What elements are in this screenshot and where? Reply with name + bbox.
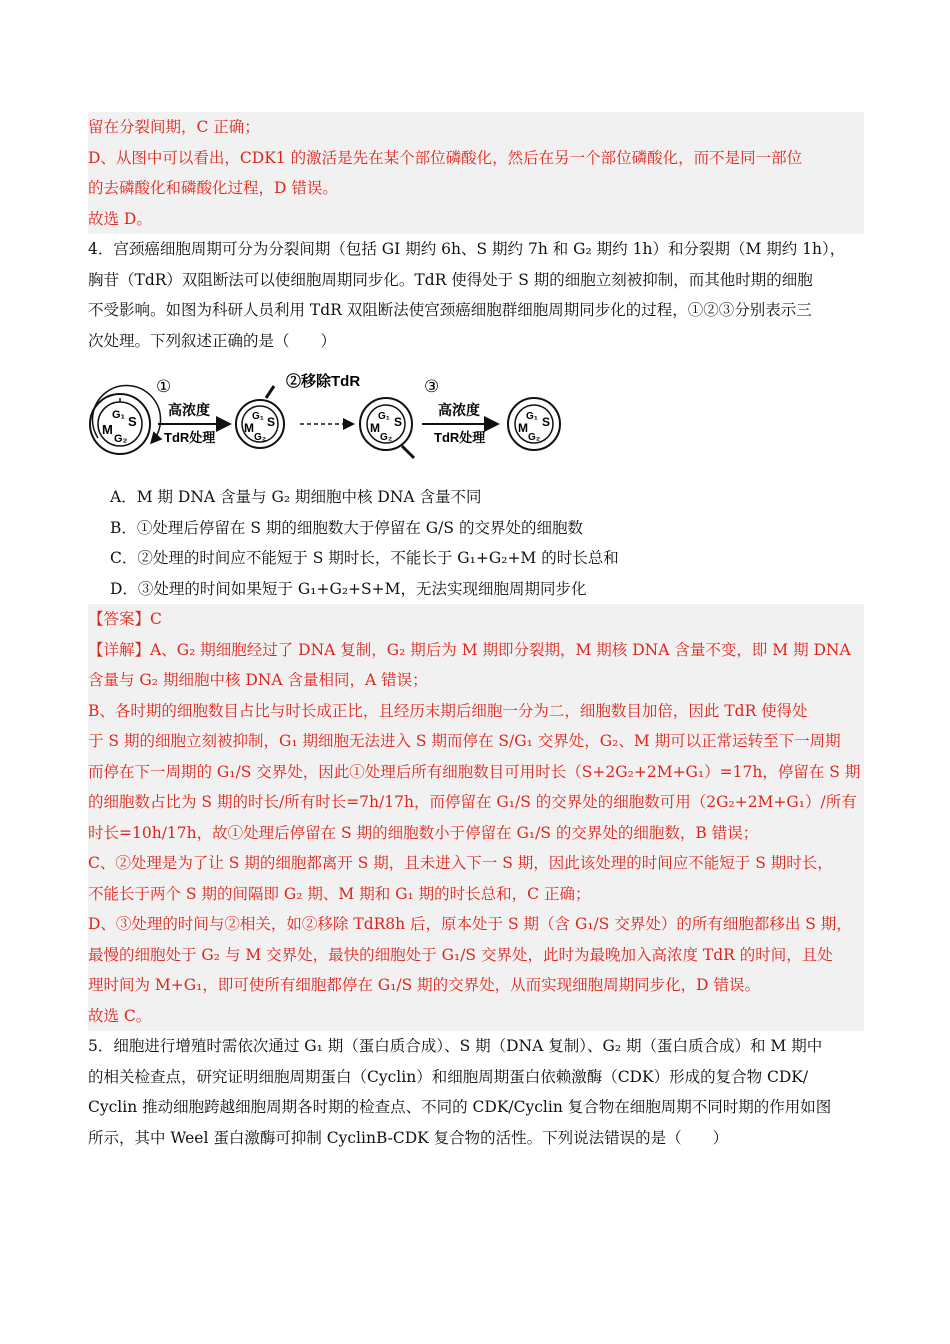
text-line: 4．宫颈癌细胞周期可分为分裂间期（包括 GI 期约 6h、S 期约 7h 和 G₂ 期约 1h）和分裂期（M 期约 1h），: [88, 240, 846, 258]
answer-line: 【答案】C: [88, 610, 162, 628]
text-line: 的去磷酸化和磷酸化过程，D 错误。: [88, 179, 338, 197]
question-4-stem: [88, 234, 864, 356]
label-g2: G₂: [114, 433, 128, 445]
tdr-double-block-figure: [88, 358, 864, 476]
text-line: D、从图中可以看出，CDK1 的激活是先在某个部位磷酸化，然后在另一个部位磷酸化，而不是同一部位: [88, 148, 803, 167]
text-line: 不能长于两个 S 期的间隔即 G₂ 期、M 期和 G₁ 期的时长总和，C 正确；: [88, 884, 591, 903]
arrow-label-bottom: TdR处理: [434, 430, 486, 445]
text-line: 含量与 G₂ 期细胞中核 DNA 含量相同，A 错误；: [88, 671, 428, 689]
label-s: S: [542, 415, 551, 429]
text-line: 胸苷（TdR）双阻断法可以使细胞周期同步化。TdR 使得处于 S 期的细胞立刻被抑制，而其他时期的细胞: [88, 270, 813, 289]
label-s: S: [128, 414, 137, 429]
cell-cycle-4: [508, 398, 560, 450]
label-g1: G₁: [526, 411, 538, 422]
label-s: S: [267, 415, 276, 429]
text-line: 故选 C。: [88, 1006, 152, 1025]
arrow-label-bottom: TdR处理: [164, 430, 216, 445]
text-line: 时长=10h/17h，故①处理后停留在 S 期的细胞数小于停留在 G₁/S 的交界处的细胞数，B 错误；: [88, 823, 759, 842]
mark-2: ②移除TdR: [286, 373, 361, 390]
mark-3: ③: [424, 377, 440, 396]
text-line: 理时间为 M+G₁，即可使所有细胞都停在 G₁/S 期的交界处，从而实现细胞周期同步化，D 错误。: [88, 976, 761, 994]
text-line: 的相关检查点，研究证明细胞周期蛋白（Cyclin）和细胞周期蛋白依赖激酶（CDK）形成的复合物 CDK/: [88, 1067, 809, 1086]
document-page: [88, 112, 864, 1153]
cell-cycle-3: [360, 398, 414, 458]
option-d: D．③处理的时间如果短于 G₁+G₂+S+M，无法实现细胞周期同步化: [110, 579, 587, 598]
text-line: 而停在下一周期的 G₁/S 交界处，因此①处理后所有细胞数目可用时长（S+2G₂+2M+G₁）=17h，停留在 S 期: [88, 762, 861, 781]
text-line: 最慢的细胞处于 G₂ 与 M 交界处，最快的细胞处于 G₁/S 交界处，此时为最晚加入高浓度 TdR 的时间，且处: [88, 945, 833, 964]
text-line: D、③处理的时间与②相关，如②移除 TdR8h 后，原本处于 S 期（含 G₁/S 交界处）的所有细胞都移出 S 期，: [88, 915, 852, 933]
cell-cycle-diagram: [88, 358, 648, 476]
label-g1: G₁: [378, 411, 390, 422]
option-b: B．①处理后停留在 S 期的细胞数大于停留在 G/S 的交界处的细胞数: [110, 518, 583, 537]
label-m: M: [370, 421, 380, 435]
mark-1: ①: [156, 377, 172, 396]
label-g2: G₂: [528, 432, 541, 443]
text-line: 次处理。下列叙述正确的是（ ）: [88, 331, 337, 350]
cell-cycle-2: [236, 386, 284, 448]
label-g2: G₂: [380, 432, 393, 443]
question-4-options: [88, 482, 864, 604]
label-g1: G₁: [252, 411, 264, 422]
label-s: S: [394, 415, 403, 429]
text-line: Cyclin 推动细胞跨越细胞周期各时期的检查点、不同的 CDK/Cyclin 复合物在细胞周期不同时期的作用如图: [88, 1098, 832, 1116]
label-g1: G₁: [112, 409, 126, 421]
option-a: A．M 期 DNA 含量与 G₂ 期细胞中核 DNA 含量不同: [110, 488, 482, 506]
question-4-answer-block: [88, 604, 864, 1031]
text-line: 的细胞数占比为 S 期的时长/所有时长=7h/17h，而停留在 G₁/S 的交界处的细胞数可用（2G₂+2M+G₁）/所有: [88, 793, 857, 811]
label-m: M: [244, 421, 254, 435]
arrow-label-top: 高浓度: [438, 402, 480, 418]
text-line: 故选 D。: [88, 209, 152, 228]
question-5-stem: [88, 1031, 864, 1153]
arrow-label-top: 高浓度: [168, 402, 210, 418]
text-line: 于 S 期的细胞立刻被抑制，G₁ 期细胞无法进入 S 期而停在 S/G₁ 交界处，G₂、M 期可以正常运转至下一周期: [88, 732, 841, 750]
label-m: M: [102, 422, 113, 437]
text-line: 【详解】A、G₂ 期细胞经过了 DNA 复制，G₂ 期后为 M 期即分裂期，M 期核 DNA 含量不变，即 M 期 DNA: [88, 640, 851, 659]
option-c: C．②处理的时间应不能短于 S 期时长，不能长于 G₁+G₂+M 的时长总和: [110, 549, 619, 567]
text-line: 留在分裂间期，C 正确；: [88, 118, 260, 136]
label-g2: G₂: [254, 432, 267, 443]
text-line: 不受影响。如图为科研人员利用 TdR 双阻断法使宫颈癌细胞群细胞周期同步化的过程，①②③分别表示三: [88, 301, 812, 319]
text-line: C、②处理是为了让 S 期的细胞都离开 S 期，且未进入下一 S 期，因此该处理的时间应不能短于 S 期时长，: [88, 854, 833, 872]
label-m: M: [518, 421, 528, 435]
previous-answer-block: [88, 112, 864, 234]
text-line: B、各时期的细胞数目占比与时长成正比，且经历末期后细胞一分为二，细胞数目加倍，因此 TdR 使得处: [88, 701, 808, 720]
text-line: 5．细胞进行增殖时需依次通过 G₁ 期（蛋白质合成）、S 期（DNA 复制）、G₂ 期（蛋白质合成）和 M 期中: [88, 1037, 823, 1055]
text-line: 所示，其中 Weel 蛋白激酶可抑制 CyclinB-CDK 复合物的活性。下列说法错误的是（ ）: [88, 1128, 729, 1147]
cell-cycle-1: [90, 385, 161, 454]
